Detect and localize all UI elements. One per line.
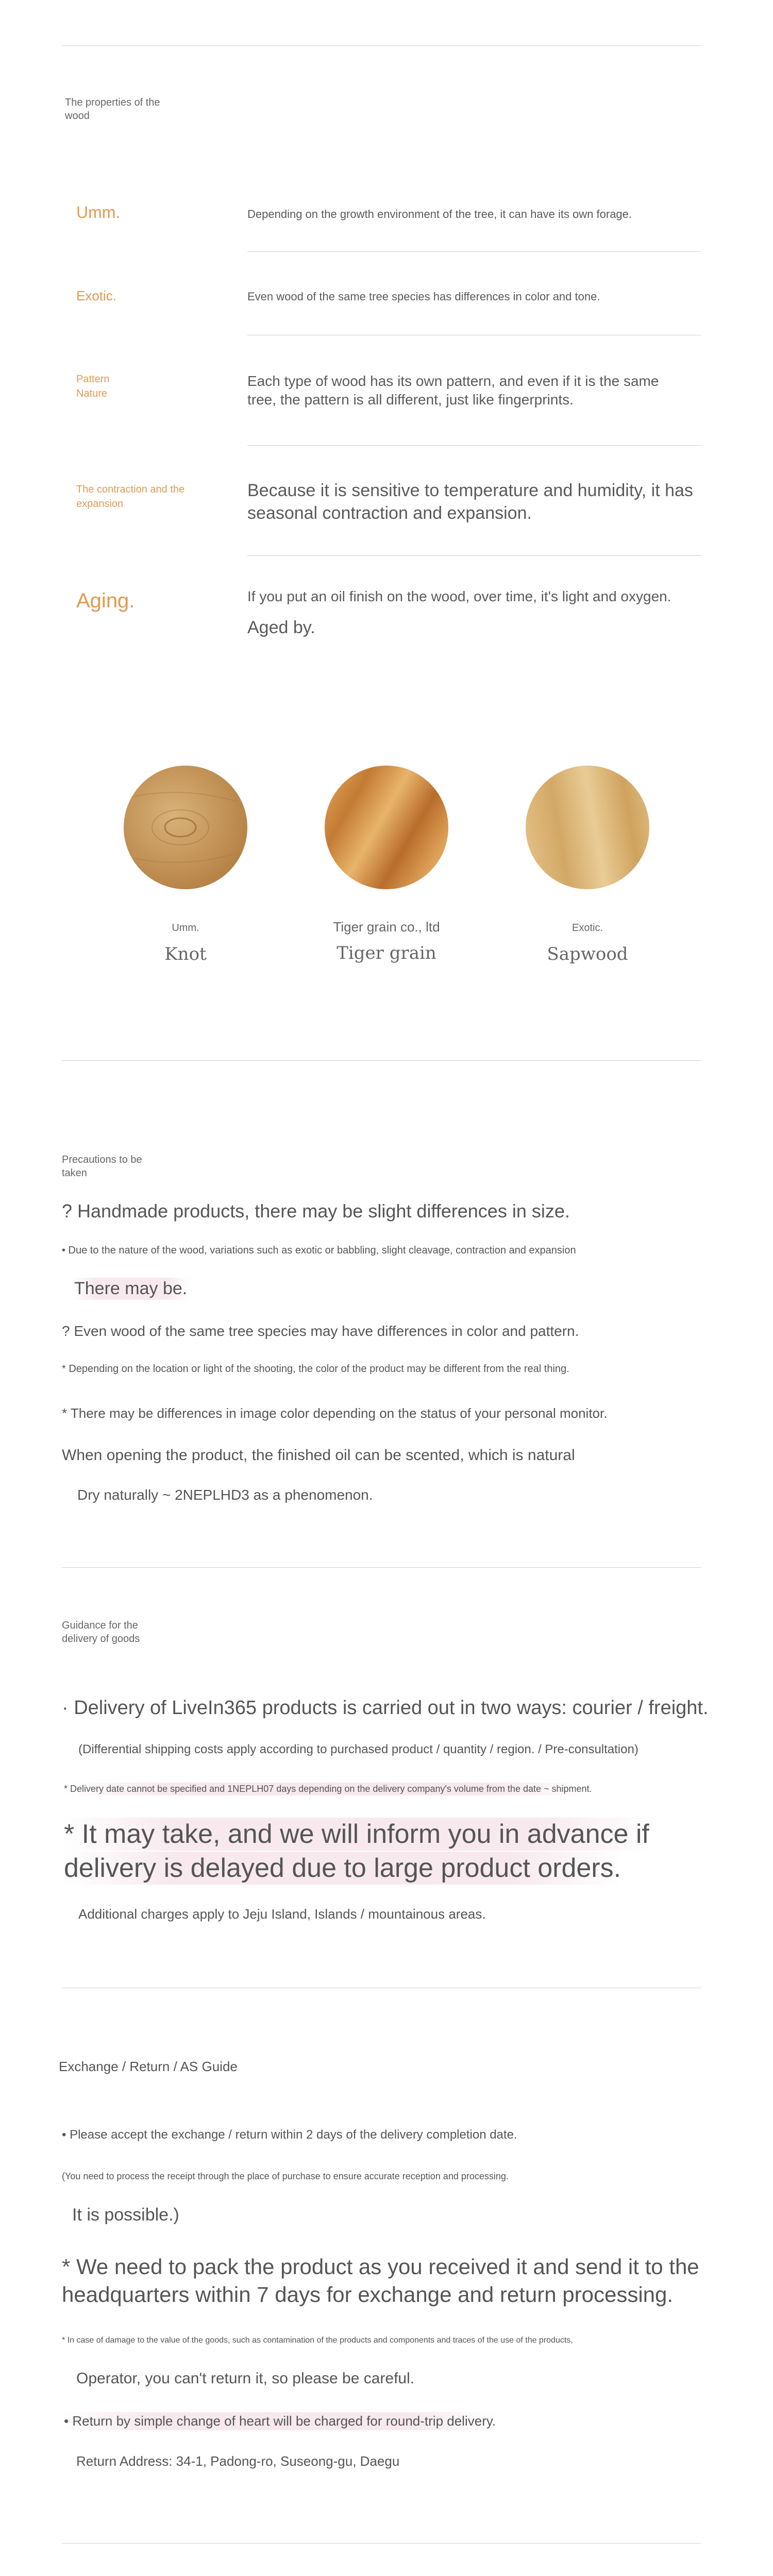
precaution-line-4: ? Even wood of the same tree species may have differences in color and pattern. — [62, 1323, 579, 1339]
precaution-line-7: When opening the product, the finished oil can be scented, which is natural — [62, 1447, 575, 1464]
section-title-precautions: Precautions to be taken — [62, 1154, 142, 1179]
divider — [247, 555, 701, 556]
delivery-line-6: Additional charges apply to Jeju Island, Islands / mountainous areas. — [78, 1906, 486, 1922]
exchange-line-9: Return Address: 34-1, Padong-ro, Suseong-gu, Daegu — [76, 2453, 400, 2469]
divider — [62, 1567, 701, 1568]
property-desc-contraction: Because it is sensitive to temperature and humidity, it has seasonal contraction and expansion. — [247, 481, 693, 523]
delivery-line-5: delivery is delayed due to large product orders. — [62, 1852, 623, 1885]
property-desc-umm: Depending on the growth environment of the tree, it can have its own forage. — [247, 208, 632, 221]
divider — [62, 2543, 701, 2544]
exchange-line-5: headquarters within 7 days for exchange and return processing. — [62, 2282, 674, 2307]
sample-label-knot: Knot — [164, 944, 207, 964]
exchange-line-8: • Return by simple change of heart will be charged for round-trip delivery. — [62, 2412, 498, 2430]
section-title-delivery: Guidance for the delivery of goods — [62, 1620, 140, 1645]
sample-label-tiger-grain: Tiger grain — [337, 943, 436, 963]
exchange-line-6: * In case of damage to the value of the goods, such as contamination of the products and components and traces of the use of the products, — [62, 2336, 573, 2345]
wood-sample-tiger-image — [325, 766, 448, 889]
wood-sample-knot-image — [124, 766, 247, 889]
property-desc-aging-2: Aged by. — [247, 618, 315, 637]
precaution-line-1: ? Handmade products, there may be slight differences in size. — [62, 1200, 570, 1222]
knot-grain-icon — [124, 766, 247, 889]
divider — [247, 251, 701, 252]
precaution-line-8: Dry naturally ~ 2NEPLHD3 as a phenomenon. — [77, 1487, 373, 1503]
property-name-aging: Aging. — [76, 589, 135, 612]
divider — [62, 1060, 701, 1061]
property-desc-aging: If you put an oil finish on the wood, over time, it's light and oxygen. — [247, 588, 671, 604]
divider — [247, 445, 701, 446]
precaution-line-5: * Depending on the location or light of the shooting, the color of the product may be different from the real thing. — [62, 1363, 569, 1375]
property-name-umm: Umm. — [76, 203, 121, 222]
delivery-line-1: · Delivery of LiveIn365 products is carried out in two ways: courier / freight. — [62, 1697, 709, 1719]
exchange-line-2: (You need to process the receipt through the place of purchase to ensure accurate reception and processing. — [62, 2171, 509, 2181]
exchange-line-3: It is possible.) — [72, 2205, 179, 2225]
precaution-line-2: • Due to the nature of the wood, variations such as exotic or babbling, slight cleavage, contraction and expansion — [62, 1245, 576, 1256]
precaution-line-6: * There may be differences in image color depending on the status of your personal monitor. — [62, 1405, 608, 1421]
exchange-line-1: • Please accept the exchange / return within 2 days of the delivery completion date. — [62, 2128, 517, 2142]
wood-sample-sapwood-image — [526, 766, 649, 889]
property-name-pattern: Pattern Nature — [76, 374, 110, 399]
property-desc-pattern: Each type of wood has its own pattern, and even if it is the same tree, the pattern is all different, just like fingerprints. — [247, 373, 659, 408]
exchange-line-4: * We need to pack the product as you received it and send it to the — [62, 2255, 699, 2279]
delivery-line-2: (Differential shipping costs apply according to purchased product / quantity / region. / Pre-consultation) — [78, 1742, 638, 1756]
sample-caption-exotic: Exotic. — [572, 922, 603, 934]
sample-caption-tiger: Tiger grain co., ltd — [333, 919, 440, 935]
section-title-exchange: Exchange / Return / AS Guide — [59, 2059, 238, 2074]
section-title-properties: The properties of the wood — [65, 97, 160, 122]
divider — [62, 45, 701, 46]
property-name-exotic: Exotic. — [76, 288, 117, 303]
exchange-line-7: Operator, you can't return it, so please be careful. — [76, 2370, 415, 2387]
precaution-line-3: There may be. — [72, 1278, 189, 1300]
property-name-contraction: The contraction and the expansion — [76, 484, 185, 510]
sample-caption-umm: Umm. — [172, 922, 199, 934]
sample-label-sapwood: Sapwood — [547, 944, 628, 964]
delivery-line-3: * Delivery date cannot be specified and 1NEPLH07 days depending on the delivery company's volume from the date ~ shipment. — [62, 1783, 594, 1795]
property-desc-exotic: Even wood of the same tree species has differences in color and tone. — [247, 290, 600, 303]
delivery-line-4: * It may take, and we will inform you in advance if — [62, 1818, 651, 1851]
